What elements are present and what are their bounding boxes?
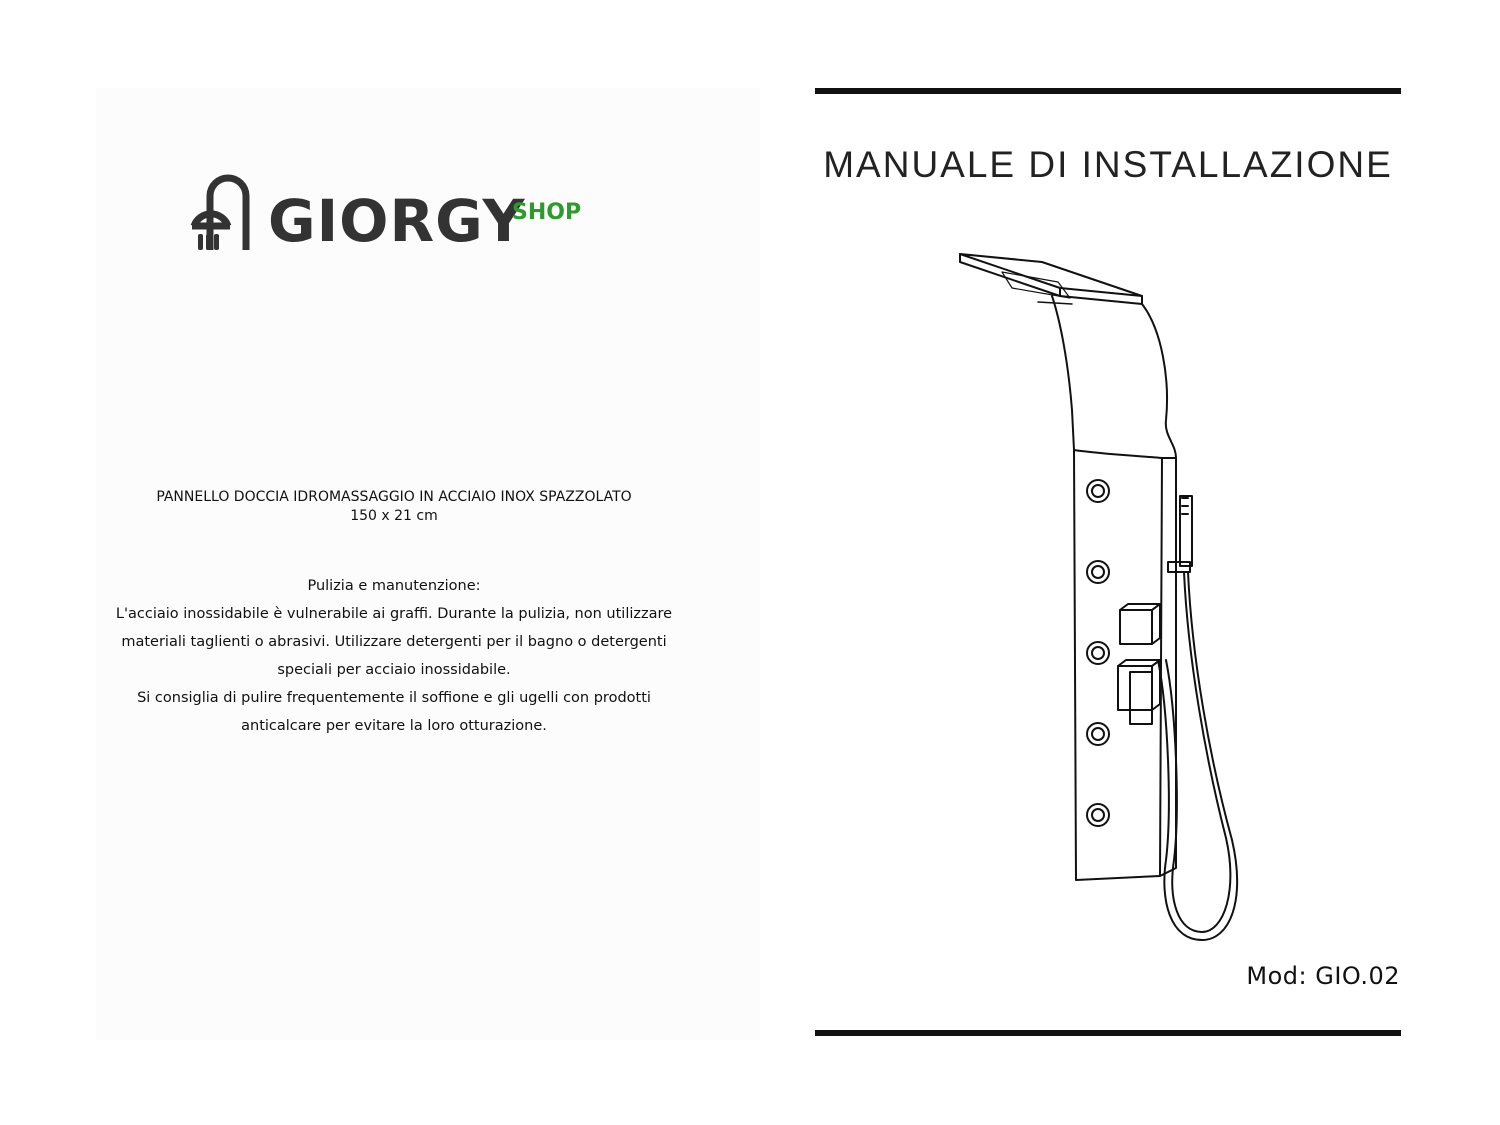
care-line: anticalcare per evitare la loro otturazione. — [241, 718, 547, 734]
bottom-rule — [815, 1030, 1401, 1036]
body-jet-icon — [1087, 804, 1109, 826]
brand-name: GIORGY — [268, 187, 526, 255]
product-title: PANNELLO DOCCIA IDROMASSAGGIO IN ACCIAIO INOX SPAZZOLATO — [156, 489, 632, 505]
shower-panel-drawing — [940, 240, 1260, 950]
model-number: Mod: GIO.02 — [1246, 962, 1400, 990]
manual-title: MANUALE DI INSTALLAZIONE — [823, 144, 1393, 185]
care-section — [96, 572, 692, 740]
body-jet-icon — [1087, 642, 1109, 664]
care-line: speciali per acciaio inossidabile. — [277, 662, 511, 678]
shower-head-icon — [188, 166, 258, 256]
brand-logo — [188, 166, 608, 256]
top-rule — [815, 88, 1401, 94]
brand-suffix: SHOP — [512, 200, 582, 225]
body-jet-icon — [1087, 480, 1109, 502]
product-description — [96, 488, 692, 526]
care-line: L'acciaio inossidabile è vulnerabile ai graffi. Durante la pulizia, non utilizzare — [115, 606, 673, 622]
body-jet-icon — [1087, 561, 1109, 583]
product-dimensions: 150 x 21 cm — [350, 508, 438, 524]
care-line: materiali taglienti o abrasivi. Utilizzare detergenti per il bagno o detergenti — [121, 634, 667, 650]
body-jet-icon — [1087, 723, 1109, 745]
care-heading: Pulizia e manutenzione: — [307, 578, 481, 594]
care-line: Si consiglia di pulire frequentemente il soffione e gli ugelli con prodotti — [137, 690, 651, 706]
